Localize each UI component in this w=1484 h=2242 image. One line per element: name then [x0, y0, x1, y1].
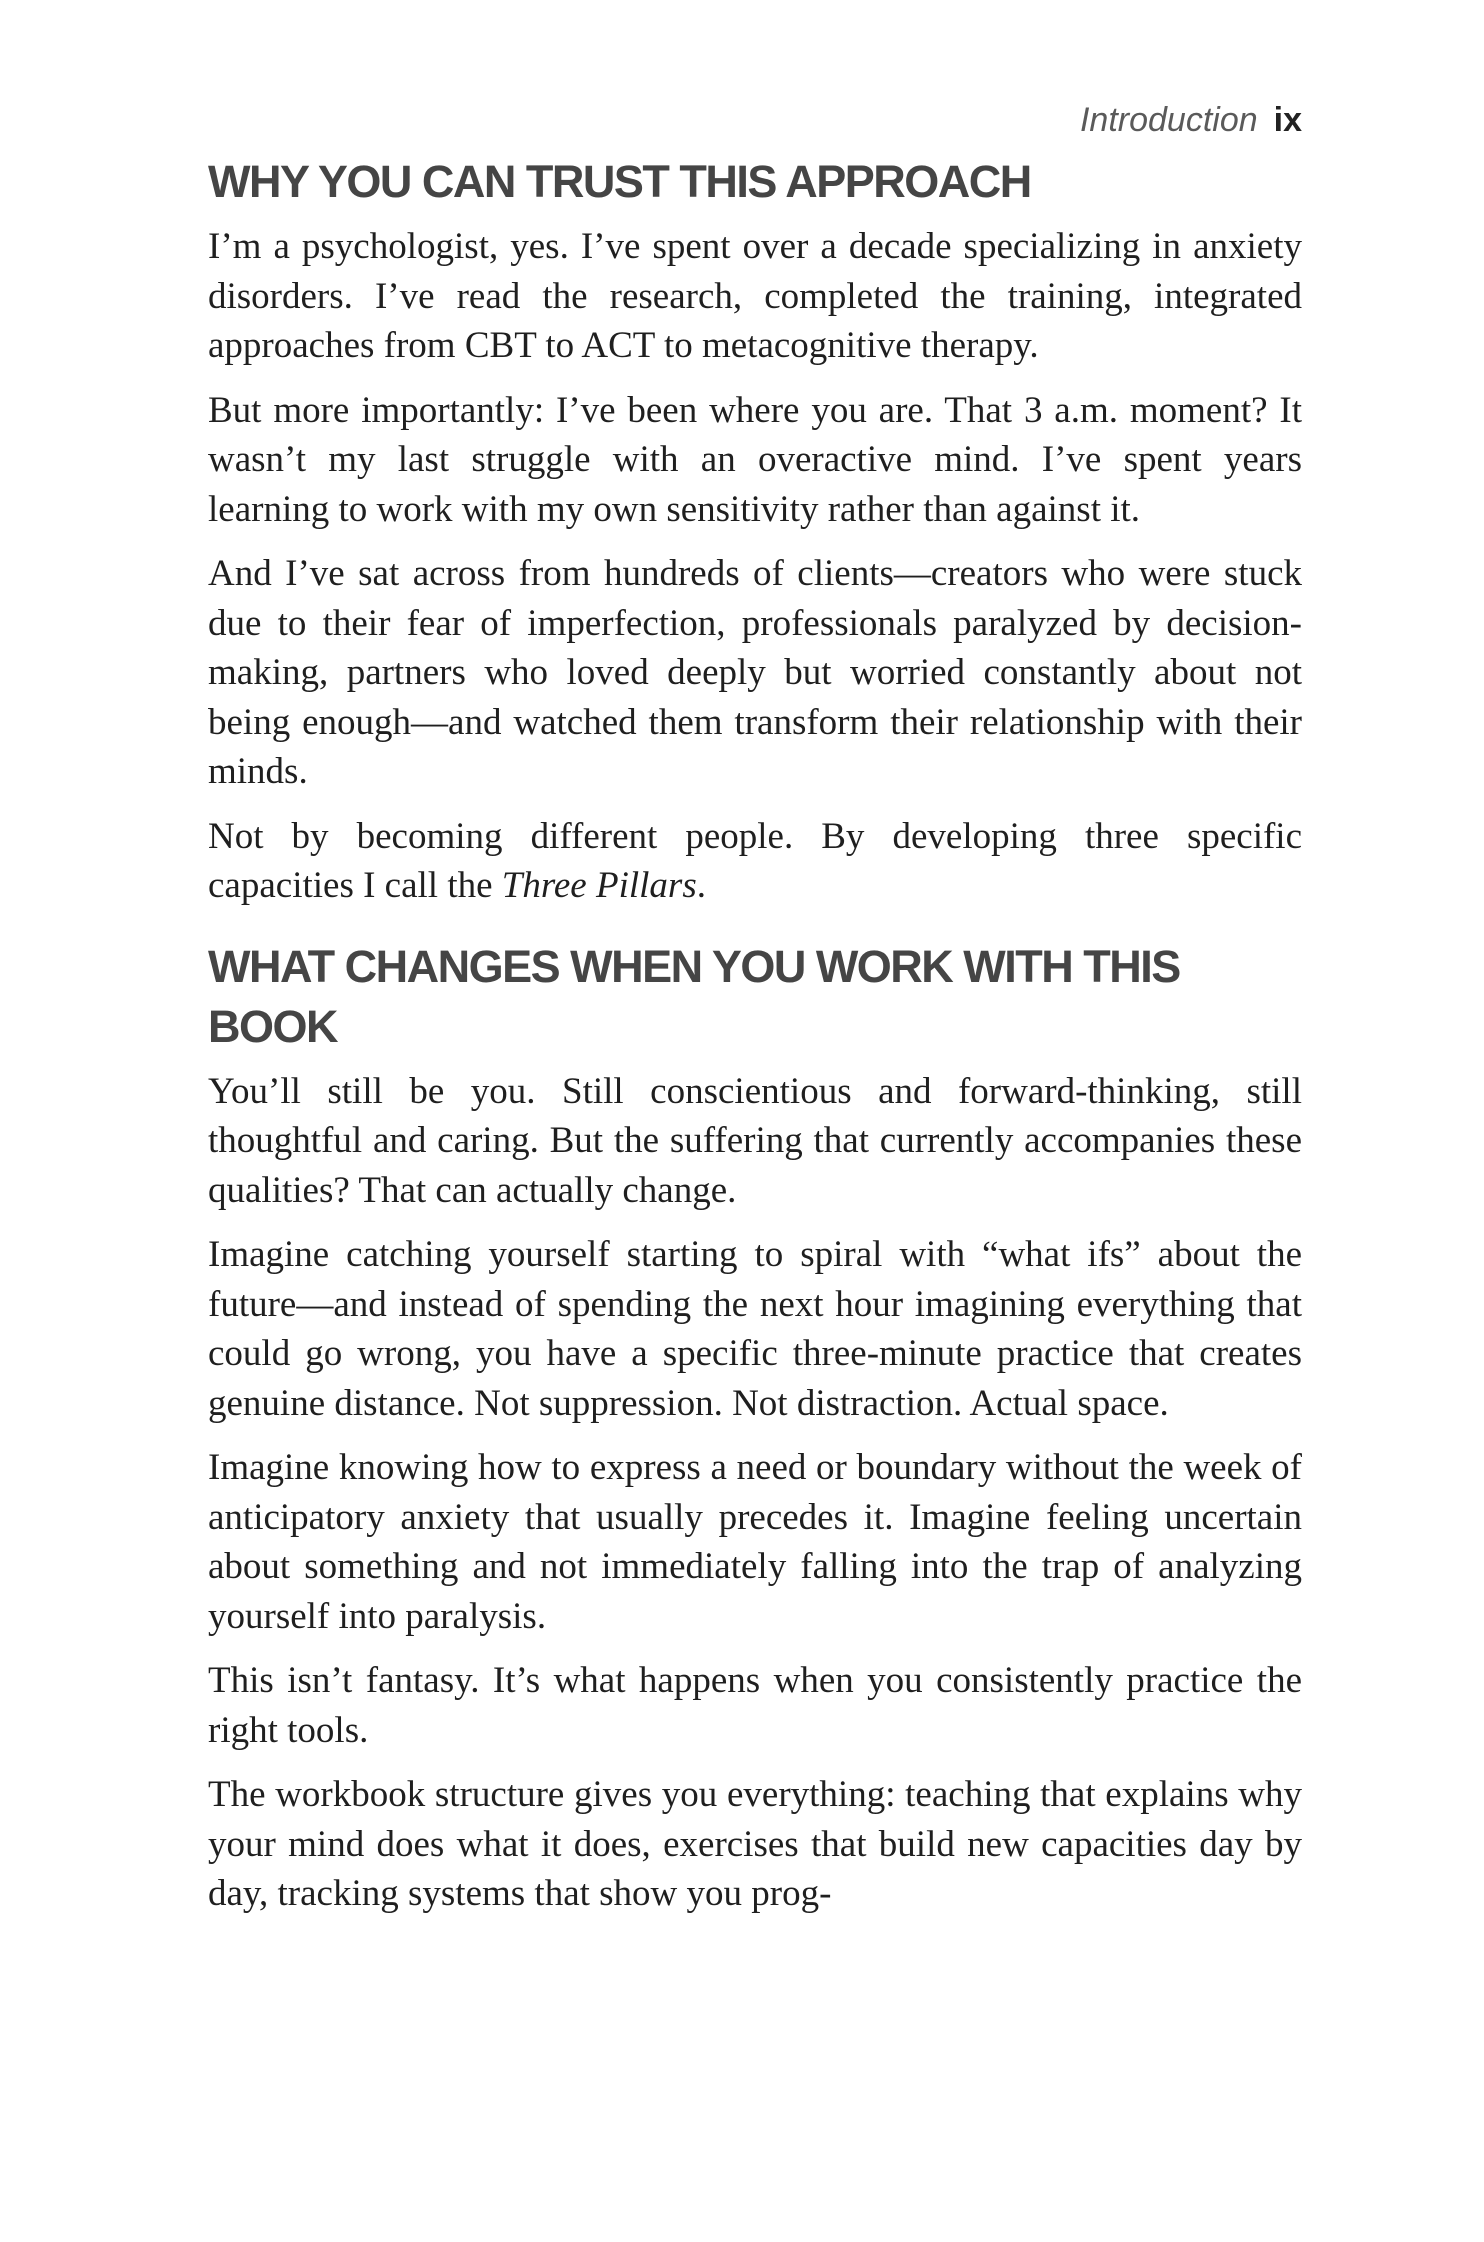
paragraph: This isn’t fantasy. It’s what happens when you consistently practice the right tools. — [208, 1660, 1302, 1751]
paragraph: You’ll still be you. Still conscientious and forward-thinking, still thoughtful and caring. But the suffering that currently accompanies these qualities? That can actually change. — [208, 1070, 1302, 1211]
paragraph: And I’ve sat across from hundreds of clients—creators who were stuck due to their fear of imperfection, professionals paralyzed by decision-making, partners who loved deeply but worried constantly about not being enough—and watched them transform their relationship with their minds. — [208, 553, 1302, 792]
paragraph: But more importantly: I’ve been where you are. That 3 a.m. moment? It wasn’t my last struggle with an overactive mind. I’ve spent years learning to work with my own sensitivity rather than against it. — [208, 389, 1302, 530]
paragraph — [208, 812, 1302, 911]
section-heading: WHY YOU CAN TRUST THIS APPROACH — [208, 156, 1031, 207]
section-why-trust — [208, 152, 1302, 911]
page-number: ix — [1273, 101, 1302, 139]
section-what-changes — [208, 937, 1302, 1919]
running-head-title: Introduction — [1079, 101, 1258, 139]
paragraph: I’m a psychologist, yes. I’ve spent over a decade specializing in anxiety disorders. I’ve read the research, completed the training, integrated approaches from CBT to ACT to metacognitive therapy. — [208, 226, 1302, 366]
paragraph-text: Not by becoming different people. By developing three specific capacities I call the — [208, 815, 1302, 906]
paragraph-text: . — [696, 865, 706, 906]
section-heading: WHAT CHANGES WHEN YOU WORK WITH THIS BOOK — [208, 940, 1180, 1052]
paragraph: Imagine catching yourself starting to spiral with “what ifs” about the future—and instead of spending the next hour imagining everything that could go wrong, you have a specific three-minute practice that creates genuine distance. Not suppression. Not distraction. Actual space. — [208, 1234, 1302, 1424]
book-page — [208, 92, 1302, 1934]
emphasis-three-pillars: Three Pillars — [501, 865, 697, 906]
paragraph: Imagine knowing how to express a need or boundary without the week of anticipatory anxiety that usually precedes it. Imagine feeling uncertain about something and not immediately falling into the trap of analyzing yourself into paralysis. — [208, 1447, 1302, 1637]
running-head — [208, 92, 1302, 148]
paragraph: The workbook structure gives you everything: teaching that explains why your mind does what it does, exercises that build new capacities day by day, tracking systems that show you prog- — [208, 1774, 1302, 1914]
